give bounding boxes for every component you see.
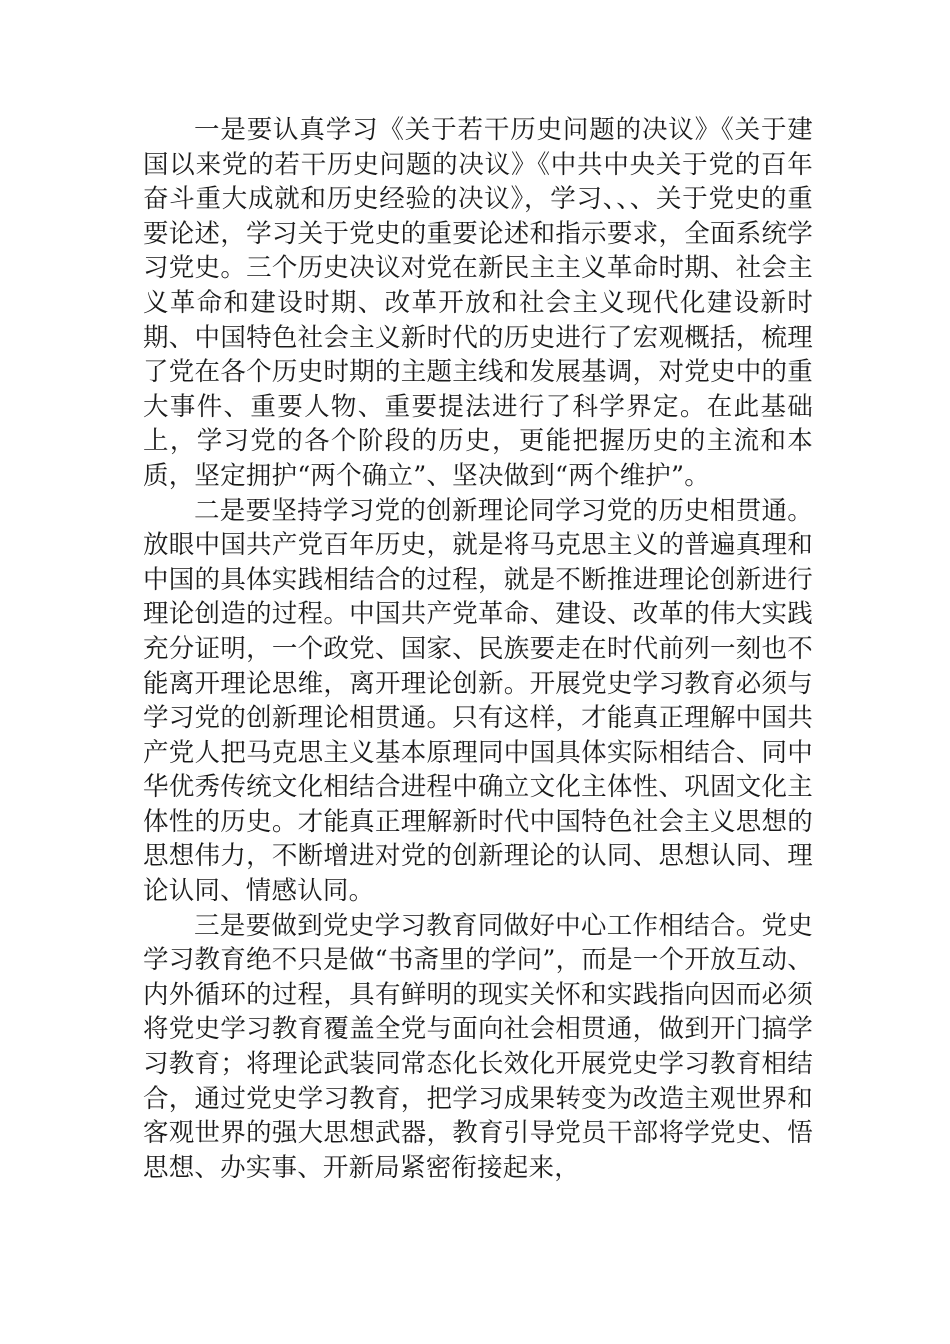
paragraph-2: 二是要坚持学习党的创新理论同学习党的历史相贯通。放眼中国共产党百年历史，就是将马克思主义的普遍真理和中国的具体实践相结合的过程，就是不断推进理论创新进行理论创造的过程。中国共产党革命、建设、改革的伟大实践充分证明，一个政党、国家、民族要走在时代前列一刻也不能离开理论思维，离开理论创新。开展党史学习教育必须与学习党的创新理论相贯通。只有这样，才能真正理解中国共产党人把马克思主义基本原理同中国具体实际相结合、同中华优秀传统文化相结合进程中确立文化主体性、巩固文化主体性的历史。才能真正理解新时代中国特色社会主义思想的思想伟力，不断增进对党的创新理论的认同、思想认同、理论认同、情感认同。 bbox=[143, 495, 813, 907]
paragraph-1: 一是要认真学习《关于若干历史问题的决议》《关于建国以来党的若干历史问题的决议》《中共中央关于党的百年奋斗重大成就和历史经验的决议》，学习、、、关于党史的重要论述，学习关于党史的重要论述和指示要求，全面系统学习党史。三个历史决议对党在新民主主义革命时期、社会主义革命和建设时期、改革开放和社会主义现代化建设新时期、中国特色社会主义新时代的历史进行了宏观概括，梳理了党在各个历史时期的主题主线和发展基调，对党史中的重大事件、重要人物、重要提法进行了科学界定。在此基础上，学习党的各个阶段的历史，更能把握历史的主流和本质，坚定拥护“两个确立”、坚决做到“两个维护”。 bbox=[143, 115, 813, 491]
body-text bbox=[143, 113, 813, 1185]
paragraph-3: 三是要做到党史学习教育同做好中心工作相结合。党史学习教育绝不只是做“书斋里的学问”，而是一个开放互动、内外循环的过程，具有鲜明的现实关怀和实践指向因而必须将党史学习教育覆盖全党与面向社会相贯通，做到开门搞学习教育；将理论武装同常态化长效化开展党史学习教育相结合，通过党史学习教育，把学习成果转变为改造主观世界和客观世界的强大思想武器，教育引导党员干部将学党史、悟思想、办实事、开新局紧密衔接起来， bbox=[143, 910, 813, 1183]
